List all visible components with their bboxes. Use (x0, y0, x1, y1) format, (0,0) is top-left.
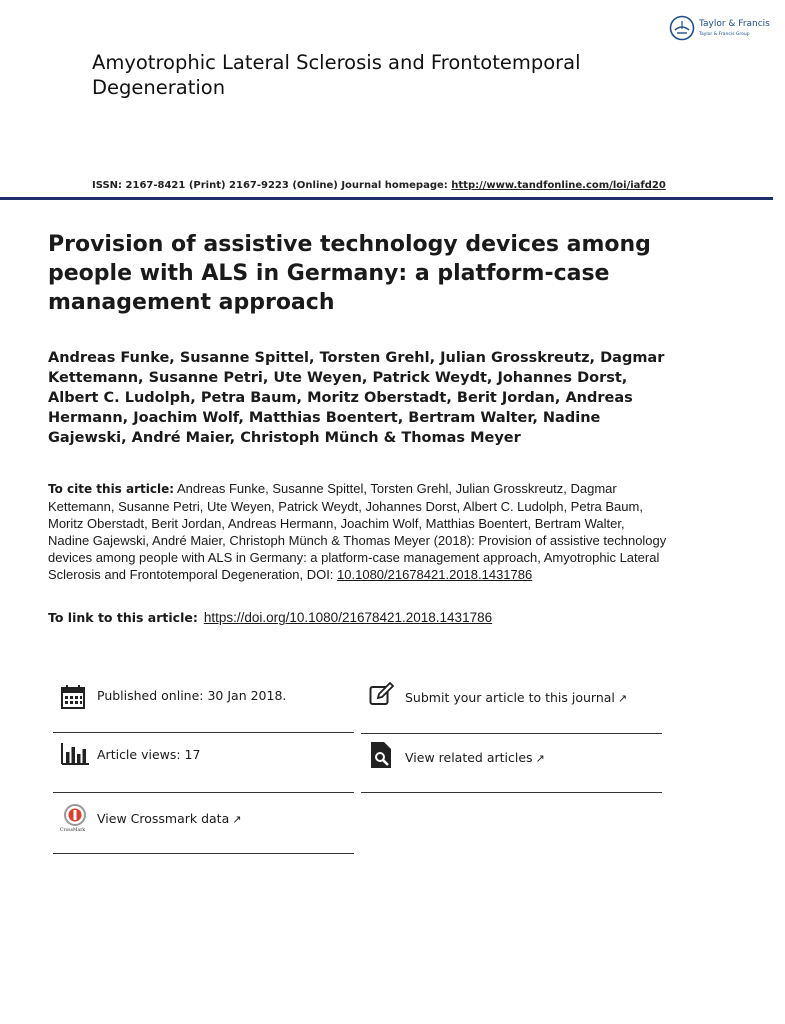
external-link-icon: ↗ (617, 692, 628, 705)
article-title: Provision of assistive technology devices among people with ALS in Germany: a platform-case management approach (48, 232, 651, 315)
info-divider (361, 792, 662, 793)
submit-article-link[interactable] (405, 690, 627, 705)
info-divider (361, 733, 662, 734)
citation-label: To cite this article: (48, 482, 175, 496)
info-divider (53, 732, 354, 733)
article-link-line (48, 610, 492, 625)
citation-doi-link[interactable]: 10.1080/21678421.2018.1431786 (337, 567, 533, 582)
issn-text: ISSN: 2167-8421 (Print) 2167-9223 (Online) Journal homepage: (92, 180, 452, 191)
bar-chart-icon (61, 743, 89, 765)
published-online: Published online: 30 Jan 2018. (97, 688, 287, 703)
info-divider (53, 853, 354, 854)
citation-block (48, 480, 668, 583)
author-list: Andreas Funke, Susanne Spittel, Torsten Grehl, Julian Grosskreutz, Dagmar Kettemann, Susanne Petri, Ute Weyen, Patrick Weydt, Johannes Dorst, Albert C. Ludolph, Petra Baum, Moritz Oberstadt, Berit Jordan, Andreas Hermann, Joachim Wolf, Matthias Boentert, Bertram Walter, Nadine Gajewski, André Maier, Christoph Münch & Thomas Meyer (48, 350, 665, 446)
article-doi-link[interactable]: https://doi.org/10.1080/21678421.2018.1431786 (203, 610, 493, 625)
external-link-icon: ↗ (535, 752, 545, 765)
view-related-link[interactable] (405, 750, 545, 765)
edit-icon (369, 682, 395, 706)
related-label: View related articles (405, 750, 533, 765)
document-search-icon (369, 741, 393, 769)
citation-text: Andreas Funke, Susanne Spittel, Torsten Grehl, Julian Grosskreutz, Dagmar Kettemann, Susanne Petri, Ute Weyen, Patrick Weydt, Johannes Dorst, Albert C. Ludolph, Petra Baum, Moritz Oberstadt, Berit Jordan, Andreas Hermann, Joachim Wolf, Matthias Boentert, Bertram Walter, Nadine Gajewski, André Maier, Christoph Münch & Thomas Meyer (2018): Provision of assistive technology devices among people with ALS in Germany: a platform-case management approach, Amyotrophic Lateral Sclerosis and Frontotemporal Degeneration, DOI: (48, 481, 667, 582)
crossmark-logo-text: CrossMark (60, 828, 86, 833)
publisher-logo (669, 15, 779, 45)
header-divider (0, 197, 773, 200)
journal-homepage-link[interactable]: http://www.tandfonline.com/loi/iafd20 (451, 180, 666, 191)
journal-title: Amyotrophic Lateral Sclerosis and Frontotemporal Degeneration (92, 51, 581, 99)
issn-line (92, 180, 666, 191)
article-views: Article views: 17 (97, 747, 201, 762)
publisher-logo-icon (669, 15, 695, 41)
calendar-icon (60, 684, 86, 710)
publisher-group: Taylor & Francis Group (699, 32, 750, 37)
publisher-name: Taylor & Francis (699, 19, 770, 29)
info-divider (53, 792, 354, 793)
submit-label: Submit your article to this journal (405, 690, 615, 705)
view-crossmark-link[interactable] (97, 811, 241, 826)
crossmark-label: View Crossmark data (97, 811, 230, 826)
article-link-label: To link to this article: (48, 610, 198, 625)
external-link-icon: ↗ (232, 813, 242, 826)
